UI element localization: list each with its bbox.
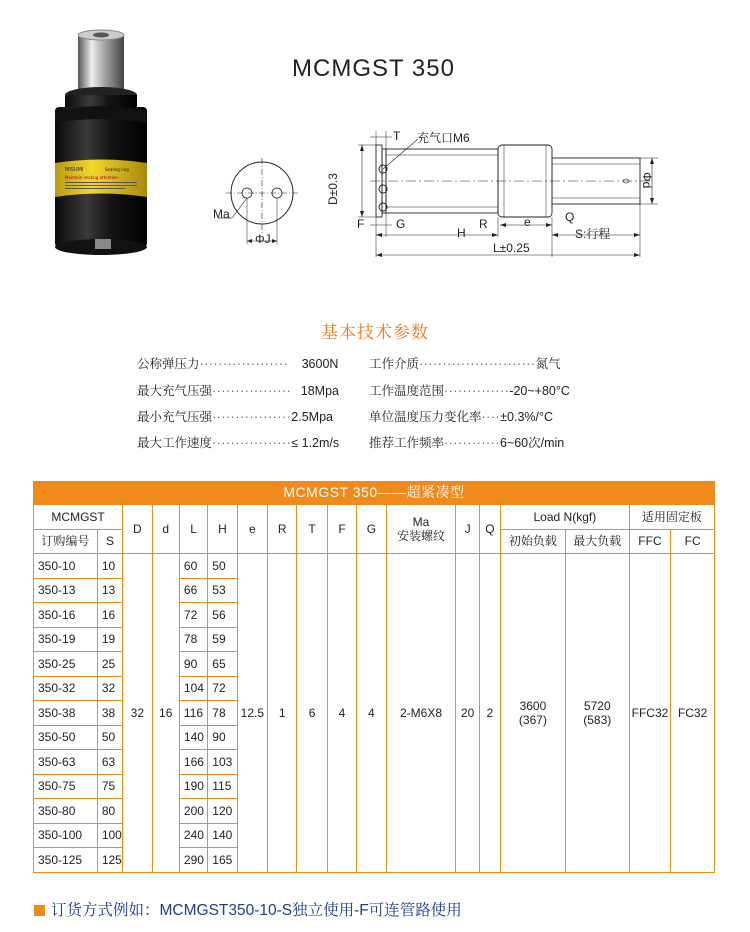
th-fc: FC <box>671 529 715 554</box>
param-dots: ················· <box>212 436 292 450</box>
cell-s: 75 <box>97 774 122 799</box>
th-J: J <box>456 505 479 554</box>
cell-s: 19 <box>97 627 122 652</box>
param-label: 工作温度范围 <box>369 384 445 398</box>
param-left-2 <box>137 407 333 425</box>
cell-s: 25 <box>97 652 122 677</box>
cell-ffc: FFC32 <box>629 554 671 873</box>
param-value: 氮气 <box>535 357 561 371</box>
cell-L: 104 <box>179 676 207 701</box>
table-banner: MCMGST 350——超紧凑型 <box>33 481 715 504</box>
cell-J: 20 <box>456 554 479 873</box>
cell-H: 59 <box>208 627 237 652</box>
cell-R: 1 <box>268 554 297 873</box>
cell-L: 66 <box>179 578 207 603</box>
cell-order: 350-19 <box>34 627 98 652</box>
cell-fc: FC32 <box>671 554 715 873</box>
th-load-init: 初始负载 <box>501 529 566 554</box>
param-right-3 <box>369 433 564 451</box>
cell-H: 50 <box>208 554 237 579</box>
param-value: 2.5Mpa <box>291 410 333 424</box>
th-F: F <box>327 505 356 554</box>
param-dots: ················· <box>212 384 292 398</box>
cell-L: 90 <box>179 652 207 677</box>
th-L: L <box>179 505 207 554</box>
th-T: T <box>297 505 327 554</box>
cell-H: 115 <box>208 774 237 799</box>
cell-Q: 2 <box>479 554 500 873</box>
cell-T: 6 <box>297 554 327 873</box>
param-dots: ························· <box>419 357 536 371</box>
cell-F: 4 <box>327 554 356 873</box>
label-g: G <box>396 217 406 231</box>
param-label: 最大工作速度 <box>137 436 213 450</box>
cell-L: 190 <box>179 774 207 799</box>
param-label: 单位温度压力变化率 <box>369 410 482 424</box>
th-Q: Q <box>479 505 500 554</box>
th-load-max: 最大负载 <box>565 529 629 554</box>
cell-H: 53 <box>208 578 237 603</box>
th-ma <box>386 505 456 554</box>
param-dots: ················· <box>212 410 292 424</box>
spec-table <box>33 504 715 873</box>
param-dots: ·············· <box>444 384 510 398</box>
th-H: H <box>208 505 237 554</box>
cell-order: 350-100 <box>34 823 98 848</box>
th-order-no: 订购编号 <box>34 529 98 554</box>
label-q: Q <box>565 210 575 224</box>
th-d: d <box>152 505 179 554</box>
label-l-tol: L±0.25 <box>493 241 530 255</box>
th-model: MCMGST <box>34 505 123 530</box>
cell-load-max <box>565 554 629 873</box>
product-title: MCMGST 350 <box>292 55 455 82</box>
param-right-0 <box>369 354 561 372</box>
cell-L: 140 <box>179 725 207 750</box>
cell-H: 56 <box>208 603 237 628</box>
param-label: 最大充气压强 <box>137 384 213 398</box>
th-D: D <box>123 505 152 554</box>
cell-order: 350-25 <box>34 652 98 677</box>
cell-order: 350-32 <box>34 676 98 701</box>
param-label: 推荐工作频率 <box>369 436 445 450</box>
photo-warning: Maintain nesting attention <box>65 175 118 180</box>
cell-L: 116 <box>179 701 207 726</box>
photo-brand: MISUMI <box>65 167 84 173</box>
cell-e: 12.5 <box>237 554 267 873</box>
cell-L: 60 <box>179 554 207 579</box>
cell-s: 63 <box>97 750 122 775</box>
cell-G: 4 <box>357 554 386 873</box>
cell-s: 10 <box>97 554 122 579</box>
cell-H: 103 <box>208 750 237 775</box>
cell-order: 350-80 <box>34 799 98 824</box>
cell-order: 350-63 <box>34 750 98 775</box>
param-left-1 <box>137 381 339 399</box>
order-note-text: 订货方式例如：MCMGST350-10-S独立使用-F可连管路使用 <box>51 902 462 919</box>
param-label: 工作介质 <box>369 357 420 371</box>
cell-s: 50 <box>97 725 122 750</box>
th-load: Load N(kgf) <box>501 505 630 530</box>
cell-H: 72 <box>208 676 237 701</box>
cell-L: 72 <box>179 603 207 628</box>
cell-L: 166 <box>179 750 207 775</box>
cell-L: 240 <box>179 823 207 848</box>
cell-H: 90 <box>208 725 237 750</box>
label-f: F <box>357 217 365 231</box>
cell-H: 120 <box>208 799 237 824</box>
note-bullet-icon <box>34 905 45 916</box>
param-value: ≤ 1.2m/s <box>291 436 340 450</box>
cell-d: 16 <box>152 554 179 873</box>
svg-text:Sealing ring: Sealing ring <box>105 167 129 172</box>
param-right-1 <box>369 381 570 399</box>
cell-s: 16 <box>97 603 122 628</box>
load-init-n: 3600 <box>519 698 547 713</box>
param-label: 公称弹压力 <box>137 357 200 371</box>
cell-order: 350-50 <box>34 725 98 750</box>
label-h: H <box>457 226 466 240</box>
cell-load-init <box>501 554 566 873</box>
label-ma: Ma <box>213 207 230 221</box>
cell-s: 38 <box>97 701 122 726</box>
th-ma-bottom: 安装螺纹 <box>396 529 445 543</box>
param-left-3 <box>137 433 339 451</box>
table-row <box>34 554 715 579</box>
load-init-kgf: (367) <box>518 712 547 727</box>
cell-H: 140 <box>208 823 237 848</box>
label-e: e <box>524 215 531 229</box>
cell-H: 65 <box>208 652 237 677</box>
spec-table-section <box>33 481 715 873</box>
cell-order: 350-38 <box>34 701 98 726</box>
cell-order: 350-13 <box>34 578 98 603</box>
cell-D: 32 <box>123 554 152 873</box>
label-phi-j: ΦJ <box>255 232 271 246</box>
param-dots: ···· <box>481 410 501 424</box>
th-G: G <box>357 505 386 554</box>
label-stroke: S:行程 <box>575 227 611 241</box>
param-label: 最小充气压强 <box>137 410 213 424</box>
cell-s: 100 <box>97 823 122 848</box>
label-r: R <box>479 217 488 231</box>
order-note <box>34 898 462 920</box>
param-value: 18Mpa <box>300 384 339 398</box>
param-value: ±0.3%/°C <box>500 410 554 424</box>
cell-L: 78 <box>179 627 207 652</box>
cell-order: 350-125 <box>34 848 98 873</box>
cell-order: 350-10 <box>34 554 98 579</box>
load-max-n: 5720 <box>583 698 611 713</box>
params-title: 基本技术参数 <box>321 323 429 342</box>
param-dots: ············ <box>444 436 500 450</box>
cell-H: 78 <box>208 701 237 726</box>
param-value: -20~+80°C <box>509 384 570 398</box>
cell-L: 200 <box>179 799 207 824</box>
cell-s: 125 <box>97 848 122 873</box>
label-phi-d: Φd <box>640 172 654 189</box>
th-plate: 适用固定板 <box>629 505 714 530</box>
param-value: 3600N <box>301 357 339 371</box>
param-right-2 <box>369 407 553 425</box>
param-left-0 <box>137 354 338 372</box>
cell-s: 13 <box>97 578 122 603</box>
label-d-tol: D±0.3 <box>326 173 340 205</box>
param-dots: ··················· <box>199 357 289 371</box>
label-port: 充气口M6 <box>417 131 470 145</box>
cell-s: 32 <box>97 676 122 701</box>
cell-L: 290 <box>179 848 207 873</box>
th-e: e <box>237 505 267 554</box>
th-ma-top: Ma <box>412 515 430 529</box>
param-value: 6~60次/min <box>499 436 565 450</box>
cell-H: 165 <box>208 848 237 873</box>
cell-order: 350-16 <box>34 603 98 628</box>
cell-ma: 2-M6X8 <box>386 554 456 873</box>
label-t: T <box>393 129 401 143</box>
th-s: S <box>97 529 122 554</box>
cell-s: 80 <box>97 799 122 824</box>
th-R: R <box>268 505 297 554</box>
cell-order: 350-75 <box>34 774 98 799</box>
load-max-kgf: (583) <box>583 712 612 727</box>
th-ffc: FFC <box>629 529 671 554</box>
product-photo <box>45 25 160 260</box>
